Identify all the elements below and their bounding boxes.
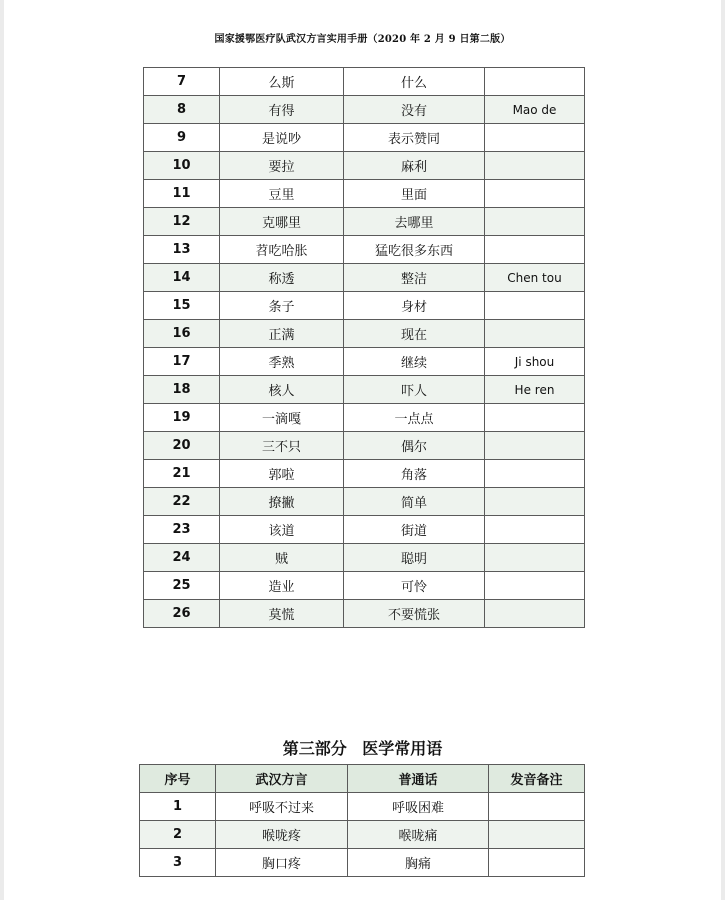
dialect-term: 要拉: [220, 152, 344, 180]
pronunciation-note: [489, 821, 585, 849]
row-number: 12: [144, 208, 220, 236]
row-number: 1: [140, 793, 216, 821]
header-number: 序号: [140, 765, 216, 793]
standard-term: 呼吸困难: [348, 793, 489, 821]
section-title: 第三部分 医学常用语: [282, 739, 443, 758]
standard-term: 不要慌张: [344, 600, 485, 628]
row-number: 17: [144, 348, 220, 376]
header-standard: 普通话: [348, 765, 489, 793]
table-row: [140, 793, 585, 821]
pronunciation-note: [485, 544, 585, 572]
table-row: [144, 96, 585, 124]
table-row: [144, 544, 585, 572]
dialect-term: 是说吵: [220, 124, 344, 152]
table-row: [144, 320, 585, 348]
dialect-term: 造业: [220, 572, 344, 600]
row-number: 16: [144, 320, 220, 348]
document-page: [4, 0, 721, 900]
pronunciation-note: Chen tou: [485, 264, 585, 292]
dialect-term: 贼: [220, 544, 344, 572]
row-number: 25: [144, 572, 220, 600]
dialect-term: 核人: [220, 376, 344, 404]
pronunciation-note: [485, 460, 585, 488]
pronunciation-note: [485, 180, 585, 208]
dialect-term: 条子: [220, 292, 344, 320]
standard-term: 整洁: [344, 264, 485, 292]
row-number: 2: [140, 821, 216, 849]
header-pronunciation-note: 发音备注: [489, 765, 585, 793]
pronunciation-note: [485, 572, 585, 600]
row-number: 26: [144, 600, 220, 628]
dialect-term: 称透: [220, 264, 344, 292]
row-number: 20: [144, 432, 220, 460]
pronunciation-note: Ji shou: [485, 348, 585, 376]
standard-term: 简单: [344, 488, 485, 516]
standard-term: 猛吃很多东西: [344, 236, 485, 264]
table-row: [144, 208, 585, 236]
pronunciation-note: [485, 320, 585, 348]
pronunciation-note: [485, 516, 585, 544]
standard-term: 偶尔: [344, 432, 485, 460]
standard-term: 角落: [344, 460, 485, 488]
standard-term: 里面: [344, 180, 485, 208]
dialect-term: 喉咙疼: [216, 821, 348, 849]
table-row: [144, 264, 585, 292]
pronunciation-note: [489, 793, 585, 821]
row-number: 15: [144, 292, 220, 320]
row-number: 8: [144, 96, 220, 124]
pronunciation-note: Mao de: [485, 96, 585, 124]
dialect-term: 莫慌: [220, 600, 344, 628]
table-row: [144, 152, 585, 180]
pronunciation-note: [485, 236, 585, 264]
standard-term: 胸痛: [348, 849, 489, 877]
table-row: [144, 488, 585, 516]
standard-term: 现在: [344, 320, 485, 348]
dialect-term: 撩撇: [220, 488, 344, 516]
table-row: [144, 460, 585, 488]
document-header: 国家援鄂医疗队武汉方言实用手册（2020 年 2 月 9 日第二版）: [214, 34, 511, 45]
table-row: [144, 376, 585, 404]
dialect-term: 郭啦: [220, 460, 344, 488]
header-dialect: 武汉方言: [216, 765, 348, 793]
pronunciation-note: He ren: [485, 376, 585, 404]
dialect-vocab-table: [143, 67, 585, 628]
table-row: [144, 600, 585, 628]
row-number: 3: [140, 849, 216, 877]
table-row: [144, 572, 585, 600]
medical-terms-table: [139, 764, 585, 877]
row-number: 7: [144, 68, 220, 96]
row-number: 23: [144, 516, 220, 544]
dialect-term: 呼吸不过来: [216, 793, 348, 821]
dialect-term: 正满: [220, 320, 344, 348]
pronunciation-note: [485, 488, 585, 516]
row-number: 10: [144, 152, 220, 180]
pronunciation-note: [485, 292, 585, 320]
dialect-term: 该道: [220, 516, 344, 544]
table-row: [144, 516, 585, 544]
table-row: [144, 236, 585, 264]
standard-term: 表示赞同: [344, 124, 485, 152]
standard-term: 吓人: [344, 376, 485, 404]
dialect-term: 么斯: [220, 68, 344, 96]
pronunciation-note: [485, 152, 585, 180]
pronunciation-note: [485, 208, 585, 236]
row-number: 11: [144, 180, 220, 208]
pronunciation-note: [489, 849, 585, 877]
standard-term: 街道: [344, 516, 485, 544]
dialect-term: 豆里: [220, 180, 344, 208]
row-number: 22: [144, 488, 220, 516]
pronunciation-note: [485, 68, 585, 96]
standard-term: 一点点: [344, 404, 485, 432]
row-number: 19: [144, 404, 220, 432]
table-row: [144, 348, 585, 376]
standard-term: 聪明: [344, 544, 485, 572]
dialect-term: 胸口疼: [216, 849, 348, 877]
standard-term: 身材: [344, 292, 485, 320]
dialect-term: 苕吃哈胀: [220, 236, 344, 264]
dialect-term: 克哪里: [220, 208, 344, 236]
pronunciation-note: [485, 432, 585, 460]
row-number: 18: [144, 376, 220, 404]
table-row: [144, 404, 585, 432]
table-header-row: [140, 765, 585, 793]
dialect-term: 三不只: [220, 432, 344, 460]
standard-term: 可怜: [344, 572, 485, 600]
table-row: [140, 821, 585, 849]
dialect-term: 季熟: [220, 348, 344, 376]
table-row: [144, 432, 585, 460]
standard-term: 没有: [344, 96, 485, 124]
table-row: [144, 68, 585, 96]
row-number: 21: [144, 460, 220, 488]
row-number: 13: [144, 236, 220, 264]
dialect-term: 一滴嘎: [220, 404, 344, 432]
pronunciation-note: [485, 600, 585, 628]
table-row: [144, 124, 585, 152]
row-number: 24: [144, 544, 220, 572]
standard-term: 去哪里: [344, 208, 485, 236]
standard-term: 什么: [344, 68, 485, 96]
row-number: 14: [144, 264, 220, 292]
standard-term: 麻利: [344, 152, 485, 180]
pronunciation-note: [485, 404, 585, 432]
standard-term: 喉咙痛: [348, 821, 489, 849]
row-number: 9: [144, 124, 220, 152]
pronunciation-note: [485, 124, 585, 152]
standard-term: 继续: [344, 348, 485, 376]
dialect-term: 有得: [220, 96, 344, 124]
table-row: [144, 292, 585, 320]
table-row: [144, 180, 585, 208]
table-row: [140, 849, 585, 877]
